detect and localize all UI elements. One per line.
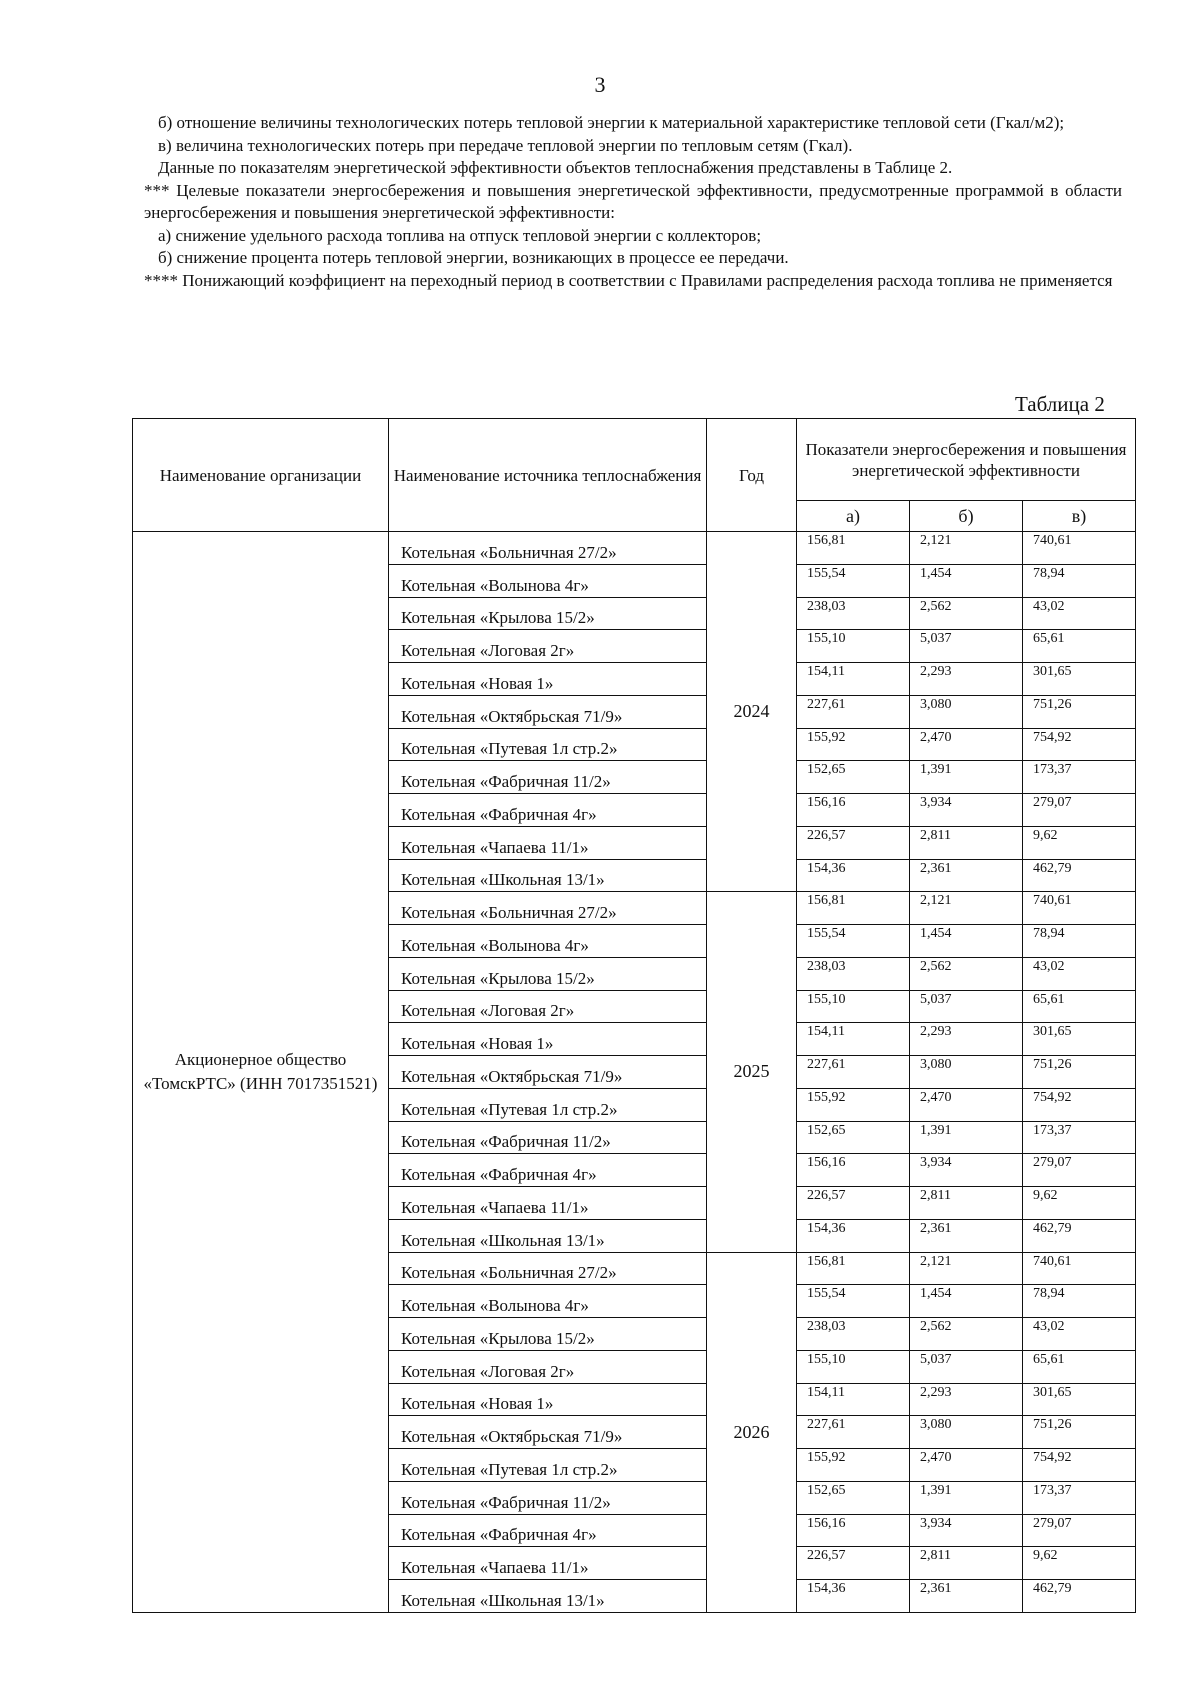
source-cell: Котельная «Логовая 2г» <box>389 990 707 1023</box>
value-cell-a: 154,11 <box>797 663 910 696</box>
value-cell-c: 43,02 <box>1023 957 1136 990</box>
header-org: Наименование организации <box>133 419 389 532</box>
source-cell: Котельная «Крылова 15/2» <box>389 957 707 990</box>
notes-block <box>144 112 1122 292</box>
source-cell: Котельная «Школьная 13/1» <box>389 859 707 892</box>
value-cell-c: 279,07 <box>1023 1154 1136 1187</box>
value-cell-b: 3,080 <box>910 1056 1023 1089</box>
value-cell-b: 2,811 <box>910 1187 1023 1220</box>
value-cell-b: 2,562 <box>910 957 1023 990</box>
indicators-table <box>132 418 1136 1613</box>
source-cell: Котельная «Крылова 15/2» <box>389 1318 707 1351</box>
source-cell: Котельная «Фабричная 11/2» <box>389 1121 707 1154</box>
value-cell-c: 9,62 <box>1023 1187 1136 1220</box>
value-cell-b: 2,121 <box>910 532 1023 565</box>
value-cell-b: 2,470 <box>910 1449 1023 1482</box>
value-cell-b: 1,391 <box>910 1121 1023 1154</box>
value-cell-a: 226,57 <box>797 1547 910 1580</box>
value-cell-a: 156,81 <box>797 532 910 565</box>
source-cell: Котельная «Чапаева 11/1» <box>389 826 707 859</box>
source-cell: Котельная «Октябрьская 71/9» <box>389 1416 707 1449</box>
source-cell: Котельная «Фабричная 11/2» <box>389 761 707 794</box>
value-cell-a: 227,61 <box>797 1056 910 1089</box>
source-cell: Котельная «Больничная 27/2» <box>389 892 707 925</box>
note-line: б) отношение величины технологических потерь тепловой энергии к материальной характеристике тепловой сети (Гкал/м2); <box>158 113 1065 132</box>
value-cell-c: 754,92 <box>1023 728 1136 761</box>
value-cell-b: 2,293 <box>910 1383 1023 1416</box>
value-cell-c: 43,02 <box>1023 1318 1136 1351</box>
value-cell-a: 154,11 <box>797 1383 910 1416</box>
value-cell-a: 155,54 <box>797 925 910 958</box>
source-cell: Котельная «Крылова 15/2» <box>389 597 707 630</box>
source-cell: Котельная «Октябрьская 71/9» <box>389 1056 707 1089</box>
value-cell-a: 155,10 <box>797 990 910 1023</box>
source-cell: Котельная «Волынова 4г» <box>389 925 707 958</box>
value-cell-c: 173,37 <box>1023 761 1136 794</box>
source-cell: Котельная «Путевая 1л стр.2» <box>389 1449 707 1482</box>
source-cell: Котельная «Фабричная 4г» <box>389 794 707 827</box>
source-cell: Котельная «Чапаева 11/1» <box>389 1547 707 1580</box>
value-cell-a: 155,54 <box>797 564 910 597</box>
organization-cell: Акционерное общество «ТомскРТС» (ИНН 7017351521) <box>133 532 389 1613</box>
value-cell-c: 301,65 <box>1023 1023 1136 1056</box>
value-cell-c: 740,61 <box>1023 892 1136 925</box>
note-line: а) снижение удельного расхода топлива на отпуск тепловой энергии с коллекторов; <box>158 225 762 245</box>
value-cell-b: 2,562 <box>910 597 1023 630</box>
value-cell-c: 78,94 <box>1023 925 1136 958</box>
value-cell-a: 156,81 <box>797 892 910 925</box>
value-cell-b: 1,454 <box>910 925 1023 958</box>
value-cell-a: 154,36 <box>797 1580 910 1613</box>
source-cell: Котельная «Школьная 13/1» <box>389 1219 707 1252</box>
source-cell: Котельная «Школьная 13/1» <box>389 1580 707 1613</box>
value-cell-a: 156,81 <box>797 1252 910 1285</box>
value-cell-a: 156,16 <box>797 1514 910 1547</box>
value-cell-a: 155,92 <box>797 1449 910 1482</box>
value-cell-b: 3,934 <box>910 794 1023 827</box>
value-cell-c: 9,62 <box>1023 826 1136 859</box>
value-cell-b: 2,121 <box>910 892 1023 925</box>
source-cell: Котельная «Новая 1» <box>389 663 707 696</box>
value-cell-a: 154,11 <box>797 1023 910 1056</box>
value-cell-b: 3,934 <box>910 1514 1023 1547</box>
value-cell-a: 238,03 <box>797 957 910 990</box>
value-cell-b: 2,293 <box>910 1023 1023 1056</box>
value-cell-a: 227,61 <box>797 695 910 728</box>
source-cell: Котельная «Больничная 27/2» <box>389 1252 707 1285</box>
value-cell-b: 2,361 <box>910 1580 1023 1613</box>
value-cell-b: 3,934 <box>910 1154 1023 1187</box>
header-sub-c: в) <box>1023 501 1136 532</box>
source-cell: Котельная «Новая 1» <box>389 1383 707 1416</box>
source-cell: Котельная «Новая 1» <box>389 1023 707 1056</box>
value-cell-b: 3,080 <box>910 1416 1023 1449</box>
value-cell-b: 1,454 <box>910 1285 1023 1318</box>
header-sub-b: б) <box>910 501 1023 532</box>
source-cell: Котельная «Больничная 27/2» <box>389 532 707 565</box>
value-cell-a: 154,36 <box>797 859 910 892</box>
value-cell-c: 65,61 <box>1023 630 1136 663</box>
source-cell: Котельная «Путевая 1л стр.2» <box>389 1088 707 1121</box>
value-cell-a: 156,16 <box>797 1154 910 1187</box>
header-sub-a: а) <box>797 501 910 532</box>
value-cell-c: 9,62 <box>1023 1547 1136 1580</box>
value-cell-b: 1,454 <box>910 564 1023 597</box>
value-cell-c: 740,61 <box>1023 532 1136 565</box>
value-cell-c: 65,61 <box>1023 1350 1136 1383</box>
value-cell-a: 226,57 <box>797 1187 910 1220</box>
value-cell-b: 2,470 <box>910 1088 1023 1121</box>
value-cell-a: 152,65 <box>797 1481 910 1514</box>
source-cell: Котельная «Чапаева 11/1» <box>389 1187 707 1220</box>
year-cell: 2024 <box>707 532 797 892</box>
value-cell-a: 152,65 <box>797 761 910 794</box>
value-cell-a: 155,10 <box>797 630 910 663</box>
year-cell: 2025 <box>707 892 797 1252</box>
value-cell-a: 155,92 <box>797 728 910 761</box>
value-cell-c: 301,65 <box>1023 663 1136 696</box>
source-cell: Котельная «Волынова 4г» <box>389 564 707 597</box>
value-cell-a: 156,16 <box>797 794 910 827</box>
value-cell-b: 5,037 <box>910 990 1023 1023</box>
value-cell-c: 751,26 <box>1023 695 1136 728</box>
value-cell-c: 65,61 <box>1023 990 1136 1023</box>
note-line: Данные по показателям энергетической эффективности объектов теплоснабжения представлены в Таблице 2. <box>158 158 953 177</box>
source-cell: Котельная «Фабричная 4г» <box>389 1154 707 1187</box>
value-cell-c: 462,79 <box>1023 1219 1136 1252</box>
source-cell: Котельная «Фабричная 4г» <box>389 1514 707 1547</box>
value-cell-c: 173,37 <box>1023 1121 1136 1154</box>
value-cell-b: 3,080 <box>910 695 1023 728</box>
value-cell-c: 78,94 <box>1023 564 1136 597</box>
value-cell-c: 754,92 <box>1023 1088 1136 1121</box>
value-cell-b: 2,811 <box>910 826 1023 859</box>
value-cell-b: 2,361 <box>910 1219 1023 1252</box>
value-cell-c: 301,65 <box>1023 1383 1136 1416</box>
source-cell: Котельная «Путевая 1л стр.2» <box>389 728 707 761</box>
value-cell-b: 2,562 <box>910 1318 1023 1351</box>
value-cell-b: 1,391 <box>910 1481 1023 1514</box>
value-cell-b: 2,293 <box>910 663 1023 696</box>
value-cell-b: 5,037 <box>910 1350 1023 1383</box>
value-cell-c: 751,26 <box>1023 1056 1136 1089</box>
value-cell-a: 226,57 <box>797 826 910 859</box>
value-cell-b: 1,391 <box>910 761 1023 794</box>
value-cell-c: 740,61 <box>1023 1252 1136 1285</box>
value-cell-c: 43,02 <box>1023 597 1136 630</box>
value-cell-b: 2,361 <box>910 859 1023 892</box>
value-cell-c: 751,26 <box>1023 1416 1136 1449</box>
value-cell-c: 462,79 <box>1023 859 1136 892</box>
value-cell-c: 279,07 <box>1023 1514 1136 1547</box>
value-cell-b: 2,121 <box>910 1252 1023 1285</box>
value-cell-a: 154,36 <box>797 1219 910 1252</box>
value-cell-a: 238,03 <box>797 597 910 630</box>
header-year: Год <box>707 419 797 532</box>
value-cell-c: 78,94 <box>1023 1285 1136 1318</box>
value-cell-b: 2,811 <box>910 1547 1023 1580</box>
value-cell-b: 2,470 <box>910 728 1023 761</box>
source-cell: Котельная «Логовая 2г» <box>389 630 707 663</box>
value-cell-a: 155,10 <box>797 1350 910 1383</box>
note-line: б) снижение процента потерь тепловой энергии, возникающих в процессе ее передачи. <box>158 248 789 267</box>
value-cell-a: 155,54 <box>797 1285 910 1318</box>
table-body <box>133 532 1136 1613</box>
value-cell-a: 227,61 <box>797 1416 910 1449</box>
value-cell-a: 238,03 <box>797 1318 910 1351</box>
value-cell-a: 155,92 <box>797 1088 910 1121</box>
value-cell-c: 279,07 <box>1023 794 1136 827</box>
source-cell: Котельная «Фабричная 11/2» <box>389 1481 707 1514</box>
value-cell-a: 152,65 <box>797 1121 910 1154</box>
header-source: Наименование источника теплоснабжения <box>389 419 707 532</box>
note-line: в) величина технологических потерь при передаче тепловой энергии по тепловым сетям (Гкал). <box>158 135 853 155</box>
source-cell: Котельная «Волынова 4г» <box>389 1285 707 1318</box>
table-row <box>133 532 1136 565</box>
source-cell: Котельная «Логовая 2г» <box>389 1350 707 1383</box>
value-cell-c: 754,92 <box>1023 1449 1136 1482</box>
year-cell: 2026 <box>707 1252 797 1612</box>
page-number: 3 <box>594 72 606 97</box>
header-indicators: Показатели энергосбережения и повышения энергетической эффективности <box>797 419 1136 501</box>
value-cell-c: 462,79 <box>1023 1580 1136 1613</box>
note-line: **** Понижающий коэффициент на переходный период в соответствии с Правилами распределения расхода топлива не применяется <box>144 270 1113 290</box>
table-caption: Таблица 2 <box>1015 392 1105 416</box>
source-cell: Котельная «Октябрьская 71/9» <box>389 695 707 728</box>
note-line: *** Целевые показатели энергосбережения и повышения энергетической эффективности, предусмотренные программой в области энергосбережения и повышения энергетической эффективности: <box>144 180 1122 222</box>
value-cell-b: 5,037 <box>910 630 1023 663</box>
value-cell-c: 173,37 <box>1023 1481 1136 1514</box>
